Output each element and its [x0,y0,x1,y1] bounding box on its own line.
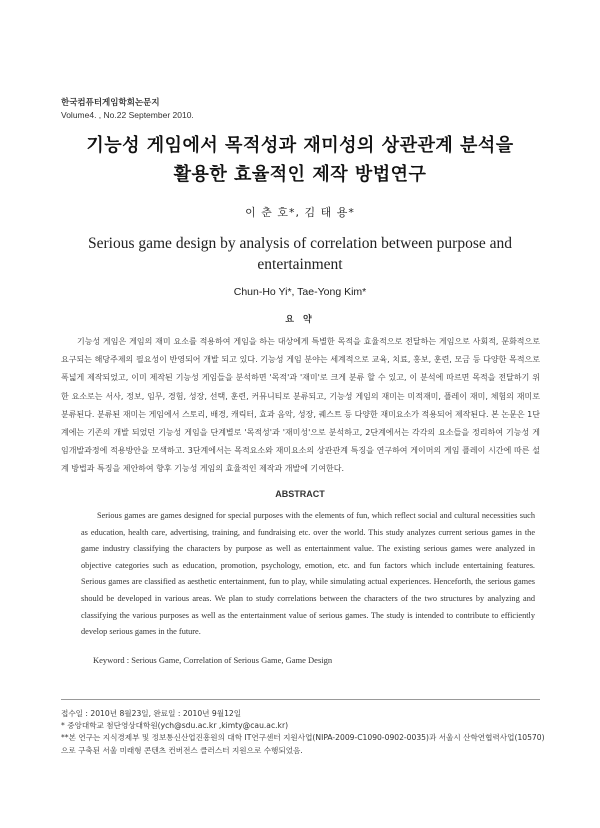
footnote-funding: **본 연구는 지식경제부 및 정보통신산업진흥원의 대학 IT연구센터 지원사업(NIPA-2009-C1090-0902-0035)과 서울시 산학연협력사업(10570)으로 구축된 서울 미래형 콘텐츠 컨버전스 클러스터 지원으로 수행되었음. [61,733,545,755]
korean-abstract-heading: 요 약 [285,315,315,325]
korean-abstract-text: 기능성 게임은 게임의 재미 요소를 적용하여 게임을 하는 대상에게 특별한 목적을 효율적으로 전달하는 게임으로 사회적, 문화적으로 요구되는 해당주제의 필요성이 반영되어 개발 되고 있다. 기능성 게임 분야는 세계적으로 교육, 치료, 홍보, 훈련, 모금 등 다양한 목적으로 폭넓게 제작되었고, 이미 제작된 기능성 게임들을 분석하면 '목적'과 '재미'로 크게 분류 할 수 있고, 이 분석에 따르면 목적을 전달하기 위한 요소로는 서사, 정보, 임무, 경험, 성장, 선택, 훈련, 커뮤니티로 분류되고, 기능성 게임의 재미는 미적재미, 플레이 재미, 체험의 재미로 분류된다. 분류된 재미는 게임에서 스토리, 배경, 캐릭터, 효과 음악, 성장, 퀘스트 등 다양한 재미요소가 적용되어 제작된다. 본 논문은 1단계에는 기존의 개발 되었던 기능성 게임을 단계별로 '목적성'과 '재미성'으로 분석하고, 2단계에서는 각각의 요소들을 정리하여 기능성 게임개발과정에 적용방안을 모색하고. 3단계에서는 목적요소와 재미요소의 상관관계 특징을 연구하여 게이머의 게임 플레이 시간에 따른 설계 방법과 특징을 제안하여 향후 기능성 게임의 효율적인 제작과 개발에 기여한다. [61,337,540,474]
korean-title-line-2: 활용한 효율적인 제작 방법연구 [173,164,427,185]
footnote-dates: 접수일 : 2010년 8월23일, 완료일 : 2010년 9월12일 [61,709,242,718]
english-abstract-text: Serious games are games designed for special purposes with the elements of fun, which reflect social and cultural necessities such as education, health care, advertising, training, and fundraising etc. over the world. This study analyzes current serious games in the game industry classifying the characters by purpose as well as entertainment value. The existing serious games were analyzed in objective categories such as education, promotion, psychology, emotion, etc. and fun factors which include entertaining features. Serious games are classified as aesthetic entertainment, fun to play, while simulating actual experiences. Henceforth, the serious games should be developed in various areas. We plan to study correlations between the characters of the two structures by analyzing and classifying the various purposes as well as the entertainment value of serious games. The study is intended to contribute to efficiently develop serious games in the future. [81,511,535,637]
korean-title-line-1: 기능성 게임에서 목적성과 재미성의 상관관계 분석을 [86,135,514,156]
footnote-affiliation: * 중앙대학교 첨단영상대학원(ych@sdu.ac.kr ,kimty@cau.ac.kr) [61,721,289,730]
korean-authors: 이 춘 호*, 김 태 용* [245,206,355,219]
journal-name: 한국컴퓨터게임학회논문지 [61,98,160,108]
journal-volume: Volume4. , No.22 September 2010. [61,110,194,120]
english-title-line-1: Serious game design by analysis of correlation between purpose and [88,235,512,252]
footnote-divider [61,699,540,700]
english-title-line-2: entertainment [257,256,343,273]
english-authors: Chun-Ho Yi*, Tae-Yong Kim* [233,286,367,298]
keywords: Keyword : Serious Game, Correlation of Serious Game, Game Design [93,655,333,665]
english-abstract-heading: ABSTRACT [275,489,325,499]
